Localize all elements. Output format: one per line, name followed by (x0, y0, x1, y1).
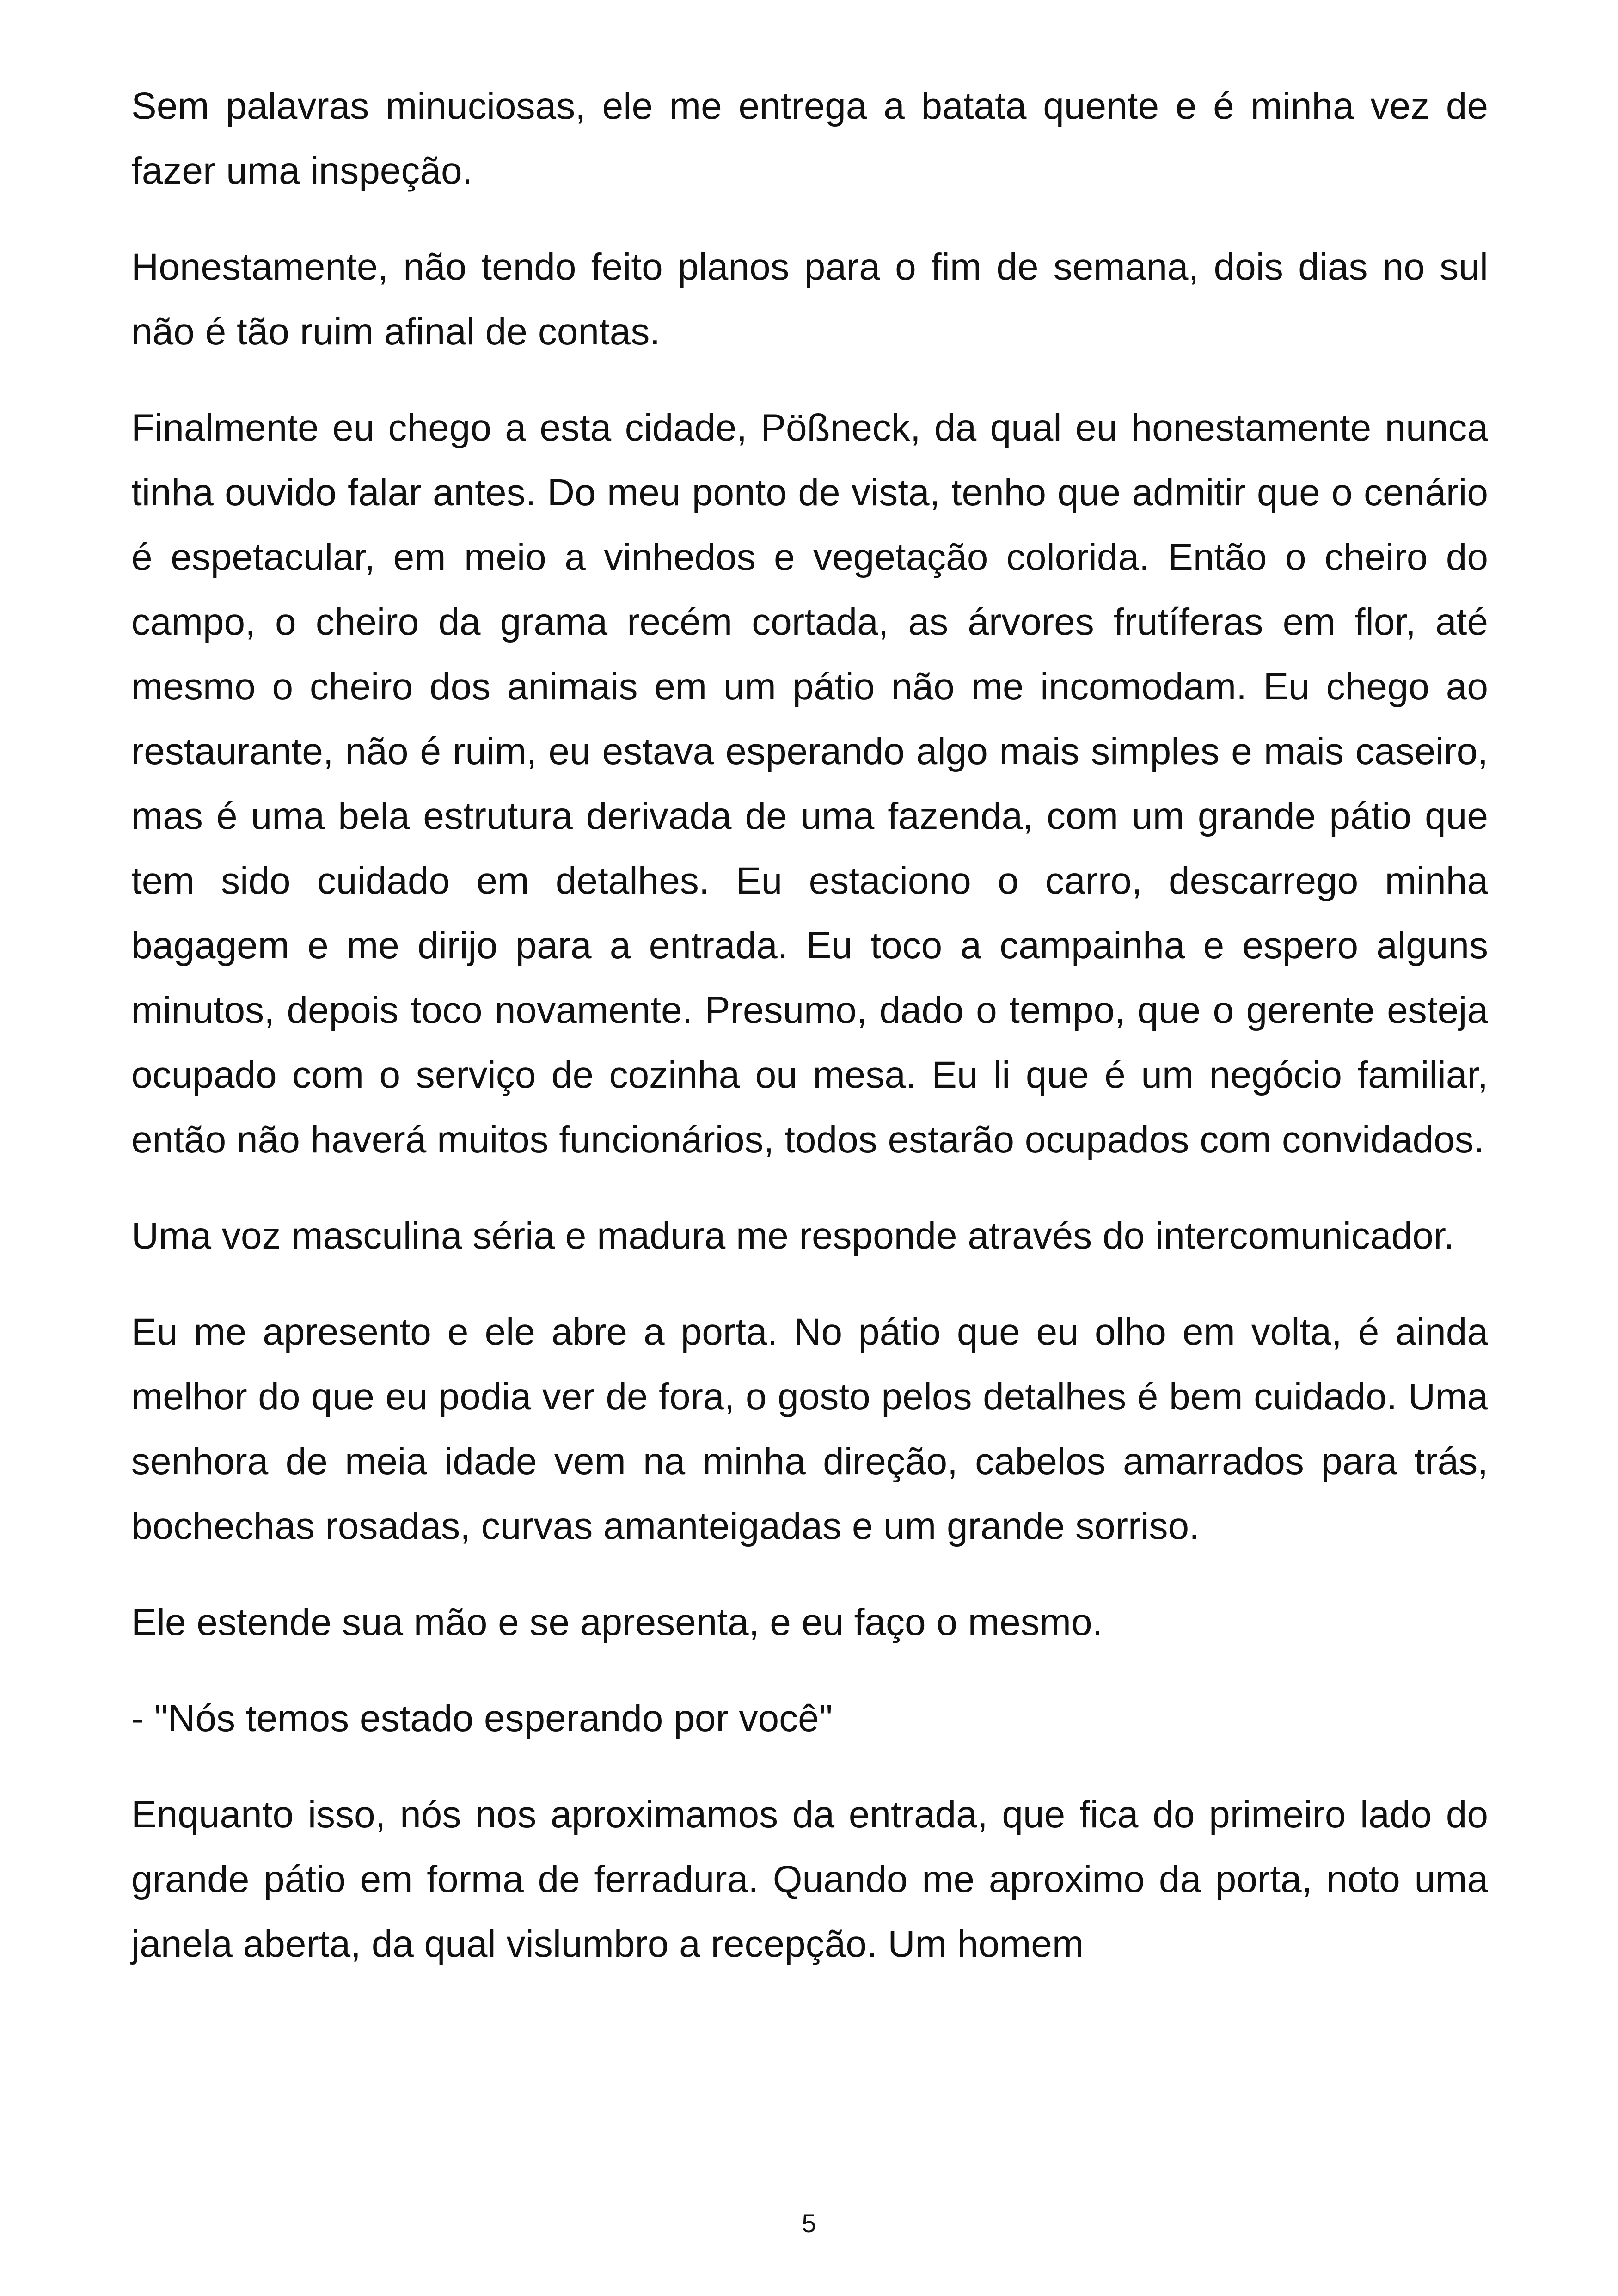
paragraph-2: Honestamente, não tendo feito planos para o fim de semana, dois dias no sul não é tão ruim afinal de contas. (131, 246, 1488, 353)
paragraph-7-dialogue: - "Nós temos estado esperando por você" (131, 1697, 833, 1739)
paragraph-3: Finalmente eu chego a esta cidade, Pößneck, da qual eu honestamente nunca tinha ouvido falar antes. Do meu ponto de vista, tenho que admitir que o cenário é espetacular, em meio a vinhedos e vegetação colorida. Então o cheiro do campo, o cheiro da grama recém cortada, as árvores frutíferas em flor, até mesmo o cheiro dos animais em um pátio não me incomodam. Eu chego ao restaurante, não é ruim, eu estava esperando algo mais simples e mais caseiro, mas é uma bela estrutura derivada de uma fazenda, com um grande pátio que tem sido cuidado em detalhes. Eu estaciono o carro, descarrego minha bagagem e me dirijo para a entrada. Eu toco a campainha e espero alguns minutos, depois toco novamente. Presumo, dado o tempo, que o gerente esteja ocupado com o serviço de cozinha ou mesa. Eu li que é um negócio familiar, então não haverá muitos funcionários, todos estarão ocupados com convidados. (131, 407, 1488, 1161)
paragraph-4: Uma voz masculina séria e madura me responde através do intercomunicador. (131, 1215, 1455, 1257)
page-number: 5 (802, 2209, 816, 2238)
body-text (131, 74, 1488, 2008)
paragraph-1: Sem palavras minuciosas, ele me entrega a batata quente e é minha vez de fazer uma inspeção. (131, 85, 1488, 192)
paragraph-5: Eu me apresento e ele abre a porta. No pátio que eu olho em volta, é ainda melhor do que eu podia ver de fora, o gosto pelos detalhes é bem cuidado. Uma senhora de meia idade vem na minha direção, cabelos amarrados para trás, bochechas rosadas, curvas amanteigadas e um grande sorriso. (131, 1311, 1488, 1547)
paragraph-6: Ele estende sua mão e se apresenta, e eu faço o mesmo. (131, 1601, 1103, 1643)
paragraph-8: Enquanto isso, nós nos aproximamos da entrada, que fica do primeiro lado do grande pátio em forma de ferradura. Quando me aproximo da porta, noto uma janela aberta, da qual vislumbro a recepção. Um homem (131, 1794, 1488, 1965)
